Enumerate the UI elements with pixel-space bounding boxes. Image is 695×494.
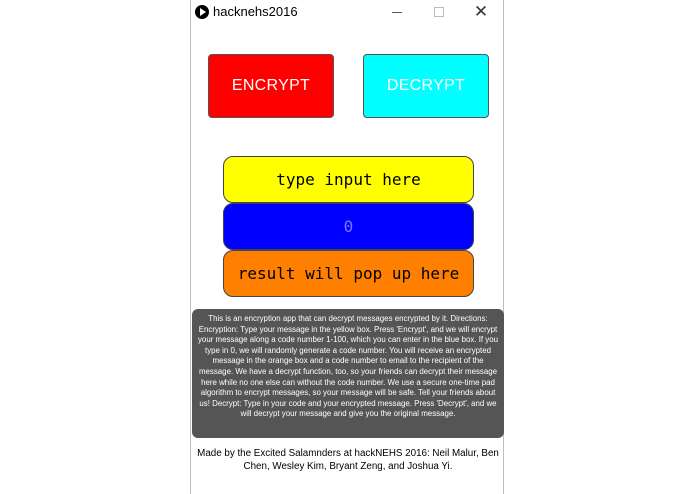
close-icon: ✕ (473, 1, 489, 22)
instructions-text: This is an encryption app that can decrypt messages encrypted by it. Directions: Encryption: Type your message in the yellow box. Press 'Encrypt', and we will encrypt your message along a code number 1-100, which you can enter in the blue box. If you type in 0, we will randomly generate a code number. You will receive an encrypted message in the orange box and a code number to email to the recipient of the message. We have a decrypt function, too, so your friends can decrypt their message here while no one else can without the code number. We use a secure one-time pad algorithm to encrypt messages, so your message will be safe. Tell your friends about us! Decrypt: Type in your code and your encrypted message. Press 'Decrypt', and we will decrypt your message and give you the original message. (197, 314, 499, 419)
credits-text: Made by the Excited Salamnders at hackNEHS 2016: Neil Malur, Ben Chen, Wesley Kim, Bryant Zeng, and Joshua Yi. (197, 448, 499, 472)
minimize-icon (392, 12, 402, 13)
result-output-text: result will pop up here (237, 264, 460, 283)
minimize-button[interactable] (377, 0, 417, 24)
code-number-input[interactable] (223, 203, 474, 250)
close-button[interactable] (461, 0, 501, 24)
decrypt-button[interactable] (363, 54, 489, 118)
app-window (190, 0, 504, 494)
encrypt-button[interactable] (208, 54, 334, 118)
decrypt-label: DECRYPT (386, 77, 466, 94)
code-number-text: 0 (343, 217, 354, 236)
message-input[interactable] (223, 156, 474, 203)
encrypt-label: ENCRYPT (231, 77, 311, 94)
message-input-text: type input here (276, 170, 421, 189)
title-bar[interactable] (191, 0, 503, 24)
window-title: hacknehs2016 (213, 4, 298, 19)
maximize-icon (434, 7, 444, 17)
app-icon (195, 5, 209, 19)
instructions-box (192, 309, 504, 438)
result-output[interactable] (223, 250, 474, 297)
maximize-button[interactable] (419, 0, 459, 24)
